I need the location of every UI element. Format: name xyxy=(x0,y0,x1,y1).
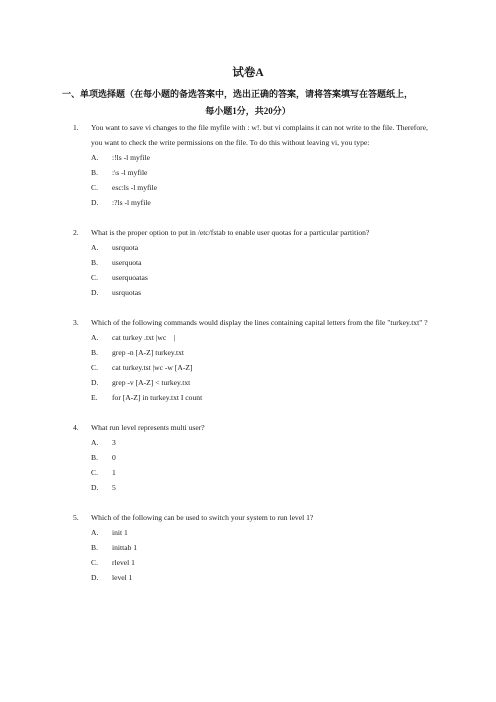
question-number: 2. xyxy=(73,228,79,237)
option-letter: E. xyxy=(91,393,98,402)
question-number: 4. xyxy=(73,423,79,432)
option-a xyxy=(73,330,433,345)
option-letter: C. xyxy=(91,558,98,567)
question-text: What is the proper option to put in /etc/fstab to enable user quotas for a particular partition? xyxy=(91,228,370,237)
option-letter: C. xyxy=(91,183,98,192)
question-stem xyxy=(73,315,433,330)
option-text: :?ls -l myfile xyxy=(112,198,151,207)
option-b xyxy=(73,255,433,270)
option-letter: B. xyxy=(91,348,98,357)
option-text: level 1 xyxy=(112,573,133,582)
option-letter: B. xyxy=(91,453,98,462)
option-e xyxy=(73,390,433,405)
question-text: Which of the following commands would display the lines containing capital letters from the file "turkey.txt" ? xyxy=(91,318,428,327)
option-text: userquoatas xyxy=(112,273,148,282)
question-list xyxy=(73,120,433,600)
option-a xyxy=(73,240,433,255)
option-text: 5 xyxy=(112,483,116,492)
option-letter: A. xyxy=(91,528,99,537)
option-b xyxy=(73,165,433,180)
option-letter: D. xyxy=(91,288,99,297)
option-letter: C. xyxy=(91,468,98,477)
question-text: Which of the following can be used to switch your system to run level 1? xyxy=(91,513,314,522)
option-c xyxy=(73,465,433,480)
question-text: What run level represents multi user? xyxy=(91,423,205,432)
question-stem xyxy=(73,420,433,435)
section-heading-line-1: 一、单项选择题（在每小题的备选答案中，选出正确的答案，请将答案填写在答题纸上， xyxy=(62,89,414,99)
option-text: :!ls -l myfile xyxy=(112,153,150,162)
question-number: 5. xyxy=(73,513,79,522)
option-letter: A. xyxy=(91,153,99,162)
option-letter: A. xyxy=(91,438,99,447)
option-letter: A. xyxy=(91,333,99,342)
question-number: 1. xyxy=(73,123,79,132)
option-b xyxy=(73,450,433,465)
option-text: grep -n [A-Z] turkey.txt xyxy=(112,348,185,357)
option-d xyxy=(73,480,433,495)
question-4 xyxy=(73,420,433,495)
question-1 xyxy=(73,120,433,210)
option-b xyxy=(73,540,433,555)
option-c xyxy=(73,555,433,570)
section-heading-line-2: 每小题1分，共20分） xyxy=(205,106,291,116)
option-text: 0 xyxy=(112,453,116,462)
option-text: inittab 1 xyxy=(112,543,138,552)
option-letter: C. xyxy=(91,363,98,372)
page-title: 试卷A xyxy=(232,67,264,79)
option-letter: D. xyxy=(91,198,99,207)
option-text: 1 xyxy=(112,468,116,477)
question-5 xyxy=(73,510,433,585)
option-c xyxy=(73,360,433,375)
option-letter: C. xyxy=(91,273,98,282)
section-heading xyxy=(62,86,434,120)
option-text: init 1 xyxy=(112,528,128,537)
option-a xyxy=(73,435,433,450)
option-text: grep -v [A-Z] < turkey.txt xyxy=(112,378,191,387)
question-text: You want to save vi changes to the file myfile with : w!. but vi complains it can not write to the file. Therefore, you want to check the write permissions on the file. To do this without leaving vi, you type: xyxy=(91,123,428,147)
option-b xyxy=(73,345,433,360)
option-text: userquota xyxy=(112,258,142,267)
option-text: cat turkey .txt |wc | xyxy=(112,333,176,342)
question-3 xyxy=(73,315,433,405)
question-stem xyxy=(73,120,433,150)
option-d xyxy=(73,195,433,210)
option-text: rlevel 1 xyxy=(112,558,135,567)
option-text: 3 xyxy=(112,438,116,447)
question-stem xyxy=(73,225,433,240)
option-a xyxy=(73,525,433,540)
option-text: esc:ls -l myfile xyxy=(112,183,158,192)
option-text: cat turkey.tst |wc -w [A-Z] xyxy=(112,363,193,372)
option-text: usrquotas xyxy=(112,288,142,297)
option-d xyxy=(73,570,433,585)
option-text: for [A-Z] in turkey.txt I count xyxy=(112,393,203,402)
option-letter: A. xyxy=(91,243,99,252)
option-a xyxy=(73,150,433,165)
option-text: :\s -l myfile xyxy=(112,168,148,177)
option-c xyxy=(73,270,433,285)
option-c xyxy=(73,180,433,195)
question-stem xyxy=(73,510,433,525)
option-letter: B. xyxy=(91,543,98,552)
option-letter: D. xyxy=(91,573,99,582)
option-text: usrquota xyxy=(112,243,139,252)
option-letter: B. xyxy=(91,258,98,267)
option-letter: D. xyxy=(91,483,99,492)
option-letter: B. xyxy=(91,168,98,177)
question-2 xyxy=(73,225,433,300)
option-d xyxy=(73,375,433,390)
option-d xyxy=(73,285,433,300)
option-letter: D. xyxy=(91,378,99,387)
question-number: 3. xyxy=(73,318,79,327)
